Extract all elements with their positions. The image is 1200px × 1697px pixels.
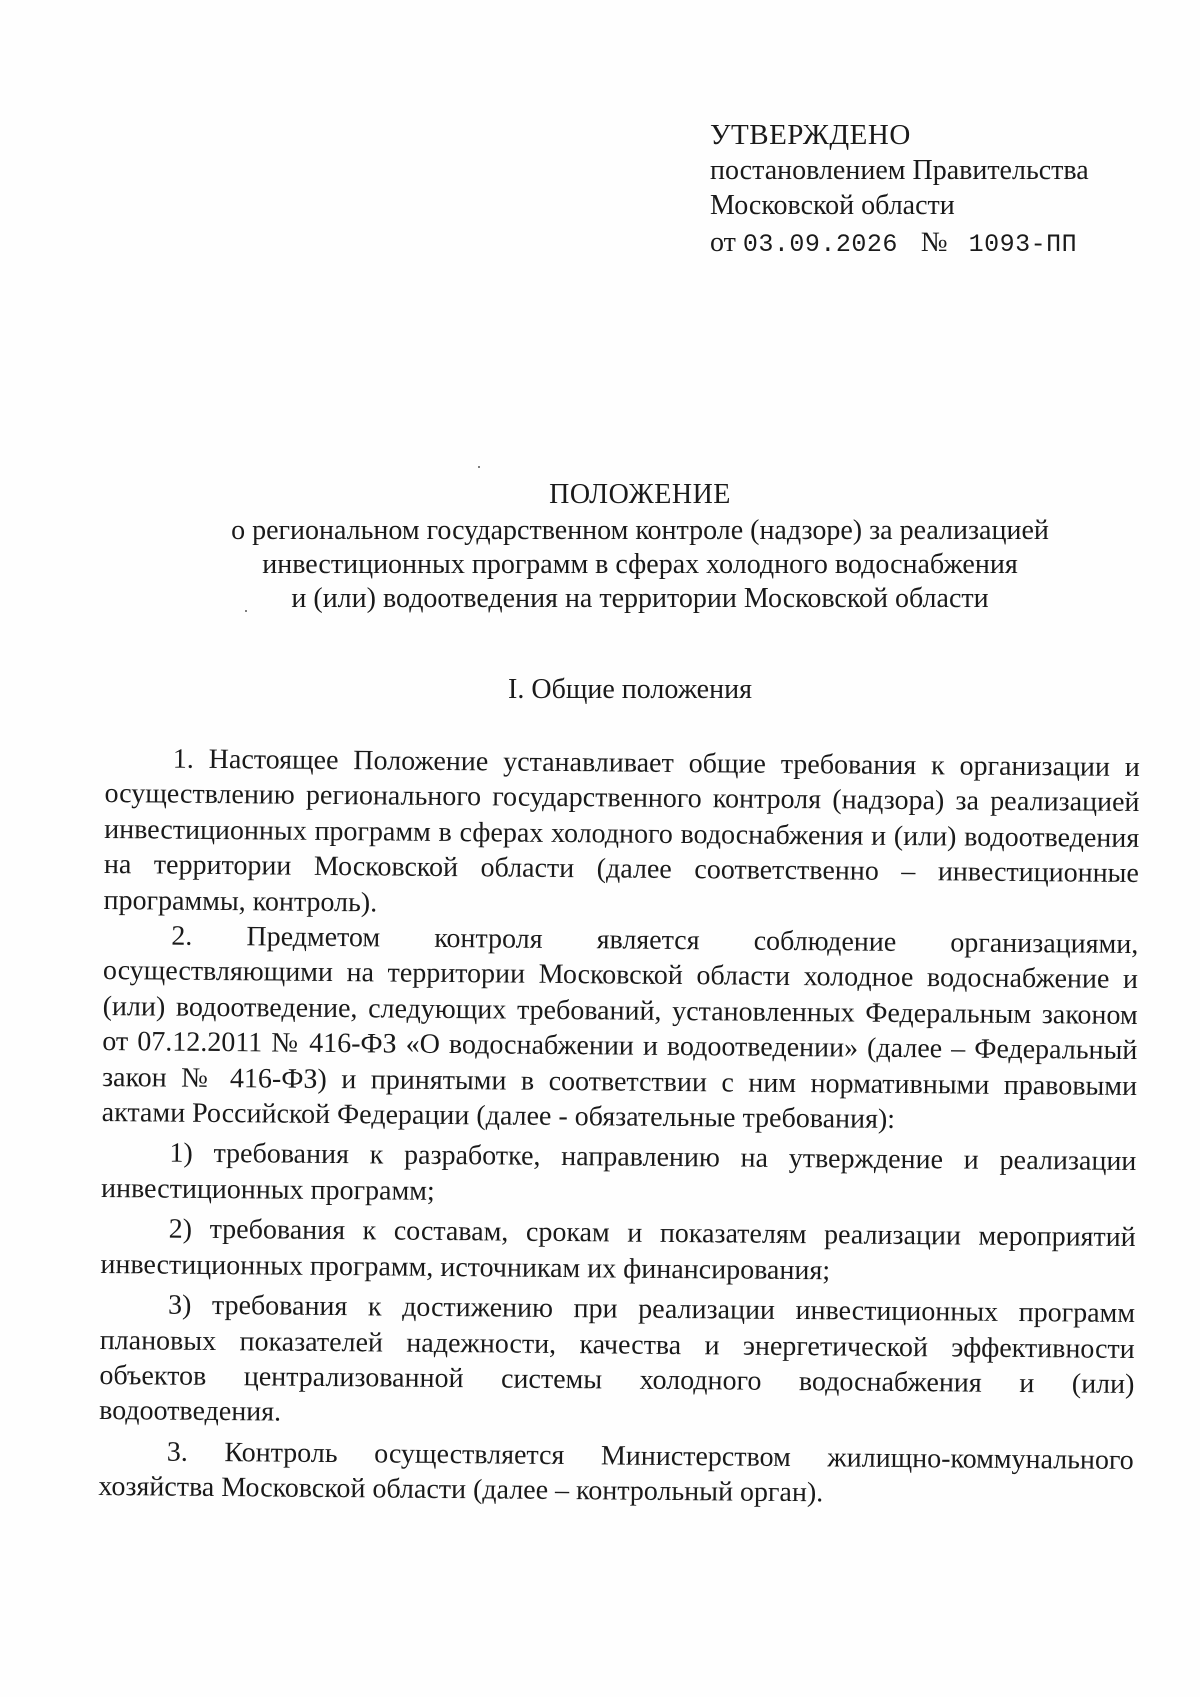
approval-block [710,118,1170,262]
document-title-block [150,478,1130,616]
scan-speck [478,466,480,468]
document-title: ПОЛОЖЕНИЕ [549,479,731,510]
list-item-3: 3) требования к достижению при реализации инвестиционных программ плановых показателей надежности, качества и энергетической эффективности объектов централизованной системы холодного водоснабжения и (или) водоотведения. [99,1289,1136,1428]
paragraph-1: 1. Настоящее Положение устанавливает общие требования к организации и осуществлению регионального государственного контроля (надзора) за реализацией инвестиционных программ в сферах холодного водоснабжения и (или) водоотведения на территории Московской области (далее соответственно – инвестиционные программы, контроль). [103,743,1140,919]
section-heading: I. Общие положения [508,674,752,705]
title-line-1: о региональном государственном контроле (надзоре) за реализацией [231,515,1049,546]
approval-by-line-2: Московской области [710,190,955,221]
paragraph-3: 3. Контроль осуществляется Министерством жилищно-коммунального хозяйства Московской области (далее – контрольный орган). [98,1436,1134,1509]
approval-by-line-1: постановлением Правительства [710,155,1089,186]
approval-number: 1093-ПП [968,230,1078,259]
scan-speck [245,610,247,612]
approval-date-line [710,225,1170,262]
number-sign: № [920,227,948,258]
document-body [98,741,1140,1514]
list-item-1: 1) требования к разработке, направлению на утверждение и реализации инвестиционных программ; [100,1138,1137,1207]
approval-heading: УТВЕРЖДЕНО [710,119,911,151]
title-line-3: и (или) водоотведения на территории Московской области [291,583,989,614]
paragraph-2: 2. Предметом контроля является соблюдение организациями, осуществляющими на территории Московской области холодное водоснабжение и (или) водоотведение, следующих требований, установленных Федеральным законом от 07.12.2011 № 416-ФЗ «О водоснабжении и водоотведении» (далее – Федеральный закон № 416-ФЗ) и принятыми в соответствии с ним нормативными правовыми актами Российской Федерации (далее - обязательные требования): [101,920,1139,1135]
date-prefix: от [710,227,736,258]
title-line-2: инвестиционных программ в сферах холодного водоснабжения [262,549,1018,580]
approval-date: 03.09.2026 [742,230,898,259]
list-item-2: 2) требования к составам, срокам и показателям реализации мероприятий инвестиционных программ, источникам их финансирования; [100,1213,1136,1287]
